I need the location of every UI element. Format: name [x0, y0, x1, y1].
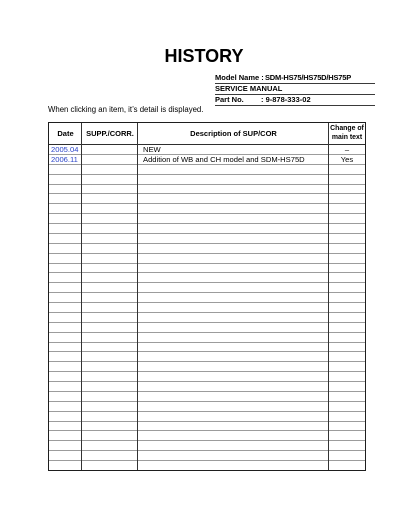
supp-corr-cell: [82, 293, 138, 302]
supp-corr-cell: [82, 254, 138, 263]
supp-corr-cell: [82, 372, 138, 381]
table-row-empty: [49, 273, 365, 283]
date-cell: [49, 451, 82, 460]
date-cell: [49, 372, 82, 381]
table-row-empty: [49, 224, 365, 234]
supp-corr-cell: [82, 422, 138, 431]
part-number-value: : 9-878-333-02: [261, 95, 311, 104]
change-cell: [329, 224, 365, 233]
description-cell: [138, 402, 329, 411]
description-cell: [138, 165, 329, 174]
supp-corr-cell: [82, 313, 138, 322]
date-cell: [49, 273, 82, 282]
change-cell: [329, 323, 365, 332]
change-cell: [329, 244, 365, 253]
change-cell: [329, 293, 365, 302]
date-cell: [49, 422, 82, 431]
table-row-empty: [49, 422, 365, 432]
table-row-empty: [49, 362, 365, 372]
table-row: [49, 145, 365, 155]
supp-corr-cell: [82, 352, 138, 361]
supp-corr-cell: [82, 185, 138, 194]
model-name-row: [215, 73, 375, 84]
date-cell: [49, 441, 82, 450]
table-header-row: [49, 123, 365, 145]
table-row-empty: [49, 352, 365, 362]
table-row-empty: [49, 204, 365, 214]
supp-corr-cell: [82, 165, 138, 174]
date-cell: [49, 234, 82, 243]
description-cell: [138, 234, 329, 243]
table-row-empty: [49, 431, 365, 441]
table-row-empty: [49, 372, 365, 382]
supp-corr-cell: [82, 204, 138, 213]
description-cell: Addition of WB and CH model and SDM-HS75D: [143, 154, 305, 164]
supp-corr-cell: [82, 194, 138, 203]
date-cell: [49, 431, 82, 440]
date-cell: [49, 402, 82, 411]
supp-corr-cell: [82, 214, 138, 223]
change-cell: [329, 352, 365, 361]
column-header-change-of-main-text: [329, 123, 365, 144]
table-row-empty: [49, 264, 365, 274]
change-cell: [329, 273, 365, 282]
table-row-empty: [49, 303, 365, 313]
change-cell: [329, 214, 365, 223]
date-cell: [49, 323, 82, 332]
description-cell: [138, 343, 329, 352]
date-cell: [49, 392, 82, 401]
description-cell: [138, 214, 329, 223]
supp-corr-cell: [82, 244, 138, 253]
date-cell: [49, 283, 82, 292]
model-name-value: SDM-HS75/HS75D/HS75P: [265, 73, 352, 82]
supp-corr-cell: [82, 283, 138, 292]
table-row-empty: [49, 244, 365, 254]
table-row-empty: [49, 461, 365, 470]
date-link[interactable]: 2005.04: [51, 144, 79, 154]
supp-corr-cell: [82, 343, 138, 352]
table-row-empty: [49, 194, 365, 204]
description-cell: [138, 323, 329, 332]
change-cell: [329, 264, 365, 273]
supp-corr-cell: [82, 155, 138, 164]
description-cell: [138, 224, 329, 233]
table-row-empty: [49, 185, 365, 195]
description-cell: [138, 175, 329, 184]
description-cell: [138, 451, 329, 460]
change-cell: –: [344, 144, 350, 154]
table-row-empty: [49, 165, 365, 175]
change-cell: [329, 422, 365, 431]
table-row-empty: [49, 254, 365, 264]
change-cell: [329, 441, 365, 450]
supp-corr-cell: [82, 224, 138, 233]
date-cell: [49, 194, 82, 203]
description-cell: [138, 372, 329, 381]
change-cell: [329, 165, 365, 174]
document-info-block: [215, 73, 375, 106]
column-divider: [137, 123, 138, 470]
supp-corr-cell: [82, 145, 138, 154]
manual-type: SERVICE MANUAL: [215, 84, 283, 93]
supp-corr-cell: [82, 234, 138, 243]
date-cell: [49, 362, 82, 371]
date-cell: [49, 165, 82, 174]
supp-corr-cell: [82, 362, 138, 371]
table-row-empty: [49, 451, 365, 461]
change-cell: [329, 234, 365, 243]
description-cell: [138, 293, 329, 302]
supp-corr-cell: [82, 333, 138, 342]
date-cell: [49, 254, 82, 263]
change-cell: [329, 204, 365, 213]
change-cell: [329, 303, 365, 312]
description-cell: [138, 431, 329, 440]
table-row-empty: [49, 412, 365, 422]
column-header-change-line1: Change of: [330, 125, 364, 132]
supp-corr-cell: [82, 392, 138, 401]
supp-corr-cell: [82, 175, 138, 184]
table-row-empty: [49, 323, 365, 333]
change-cell: [329, 412, 365, 421]
date-cell: [49, 204, 82, 213]
description-cell: [138, 422, 329, 431]
description-cell: [138, 303, 329, 312]
date-cell: [49, 185, 82, 194]
column-header-description: Description of SUP/COR: [190, 129, 277, 138]
change-cell: [329, 185, 365, 194]
date-cell: [49, 293, 82, 302]
change-cell: [329, 333, 365, 342]
change-cell: [329, 362, 365, 371]
supp-corr-cell: [82, 323, 138, 332]
table-row-empty: [49, 175, 365, 185]
change-cell: Yes: [340, 154, 354, 164]
date-cell: [49, 264, 82, 273]
change-cell: [329, 402, 365, 411]
supp-corr-cell: [82, 412, 138, 421]
table-row-empty: [49, 313, 365, 323]
column-header-supp-corr: SUPP./CORR.: [86, 129, 134, 138]
change-cell: [329, 451, 365, 460]
manual-type-row: [215, 84, 375, 95]
date-cell: [49, 352, 82, 361]
instruction-text: When clicking an item, it’s detail is displayed.: [48, 105, 204, 114]
change-cell: [329, 392, 365, 401]
date-cell: [49, 412, 82, 421]
change-cell: [329, 431, 365, 440]
column-divider: [81, 123, 82, 470]
date-cell: [49, 333, 82, 342]
table-row-empty: [49, 441, 365, 451]
description-cell: [138, 283, 329, 292]
date-link[interactable]: 2006.11: [51, 154, 78, 164]
description-cell: [138, 382, 329, 391]
part-number-label: Part No.: [215, 95, 244, 104]
description-cell: [138, 412, 329, 421]
description-cell: [138, 392, 329, 401]
supp-corr-cell: [82, 451, 138, 460]
description-cell: NEW: [143, 144, 161, 154]
date-cell: [49, 155, 82, 164]
column-header-change-line2: main text: [331, 133, 363, 141]
table-body: [49, 145, 365, 470]
description-cell: [138, 254, 329, 263]
table-row-empty: [49, 382, 365, 392]
table-row-empty: [49, 234, 365, 244]
change-cell: [329, 175, 365, 184]
change-cell: [329, 313, 365, 322]
supp-corr-cell: [82, 402, 138, 411]
description-cell: [138, 185, 329, 194]
supp-corr-cell: [82, 273, 138, 282]
supp-corr-cell: [82, 431, 138, 440]
date-cell: [49, 175, 82, 184]
column-divider: [328, 123, 329, 470]
change-cell: [329, 194, 365, 203]
supp-corr-cell: [82, 303, 138, 312]
description-cell: [138, 441, 329, 450]
part-number-row: [215, 95, 375, 106]
date-cell: [49, 244, 82, 253]
date-cell: [49, 224, 82, 233]
table-row-empty: [49, 402, 365, 412]
change-cell: [329, 254, 365, 263]
supp-corr-cell: [82, 382, 138, 391]
description-cell: [138, 194, 329, 203]
table-row: [49, 155, 365, 165]
table-row-empty: [49, 283, 365, 293]
description-cell: [138, 333, 329, 342]
date-cell: [49, 343, 82, 352]
description-cell: [138, 244, 329, 253]
model-name-label: Model Name :: [215, 73, 264, 82]
change-cell: [329, 343, 365, 352]
change-cell: [329, 461, 365, 470]
change-cell: [329, 382, 365, 391]
date-cell: [49, 214, 82, 223]
supp-corr-cell: [82, 264, 138, 273]
description-cell: [138, 273, 329, 282]
description-cell: [138, 264, 329, 273]
page-title: HISTORY: [164, 46, 244, 66]
table-row-empty: [49, 343, 365, 353]
description-cell: [138, 362, 329, 371]
description-cell: [138, 313, 329, 322]
date-cell: [49, 382, 82, 391]
change-cell: [329, 283, 365, 292]
history-table: [48, 122, 366, 471]
supp-corr-cell: [82, 441, 138, 450]
change-cell: [329, 372, 365, 381]
table-row-empty: [49, 214, 365, 224]
description-cell: [138, 352, 329, 361]
date-cell: [49, 461, 82, 470]
table-row-empty: [49, 333, 365, 343]
column-header-date: Date: [57, 129, 74, 138]
table-row-empty: [49, 293, 365, 303]
date-cell: [49, 313, 82, 322]
description-cell: [138, 461, 329, 470]
supp-corr-cell: [82, 461, 138, 470]
table-row-empty: [49, 392, 365, 402]
date-cell: [49, 303, 82, 312]
date-cell: [49, 145, 82, 154]
description-cell: [138, 204, 329, 213]
